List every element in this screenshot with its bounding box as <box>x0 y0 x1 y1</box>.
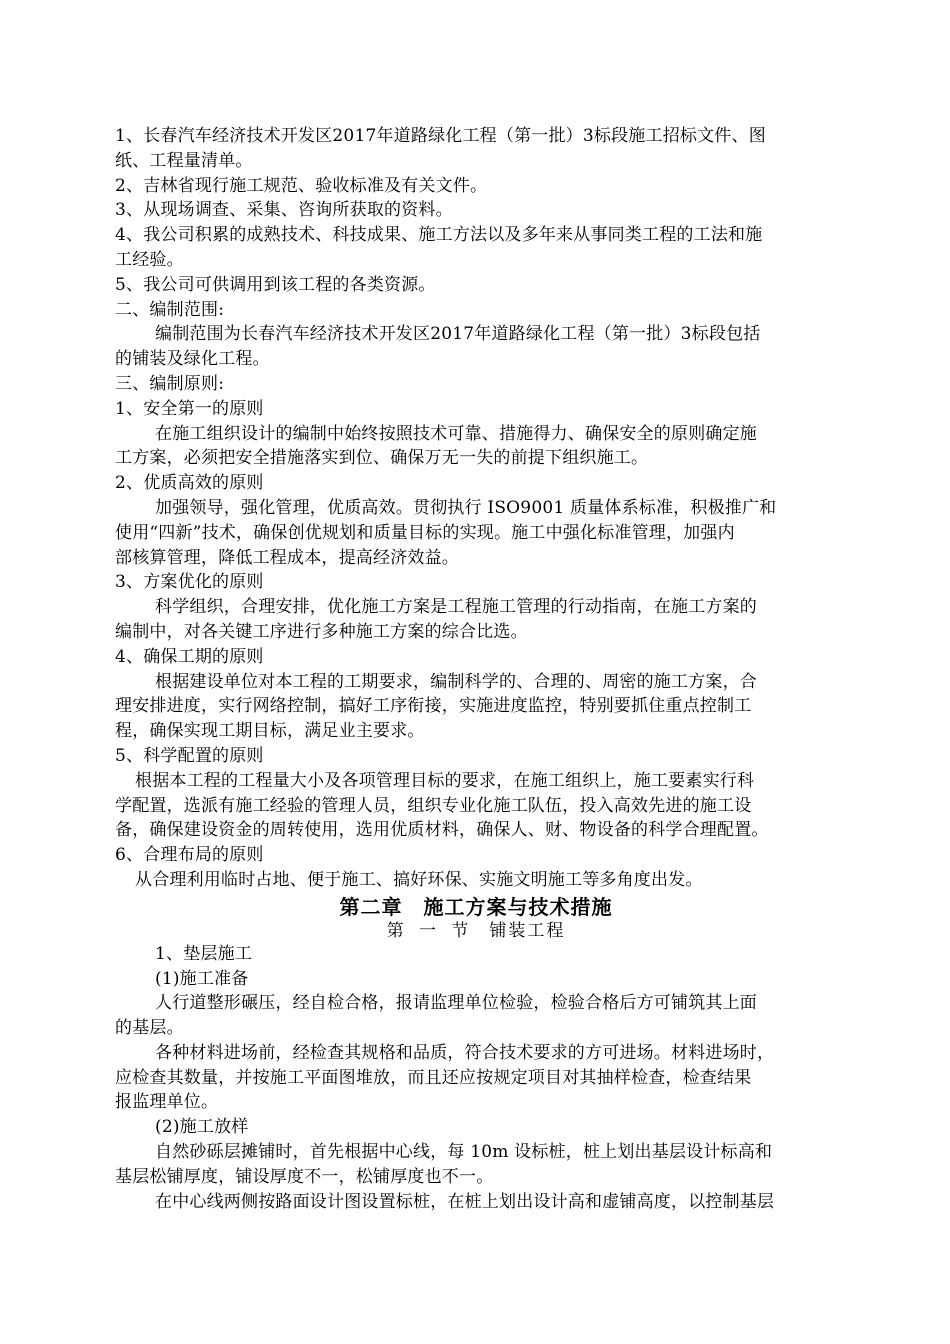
text-line: 使用“四新”技术，确保创优规划和质量目标的实现。施工中强化标准管理，加强内 <box>115 522 735 543</box>
text-line: 4、我公司积累的成熟技术、科技成果、施工方法以及多年来从事同类工程的工法和施 <box>115 225 763 246</box>
text-line: 在中心线两侧按路面设计图设置标桩，在桩上划出设计高和虚铺高度，以控制基层 <box>155 1191 775 1212</box>
text-line: (1)施工准备 <box>155 968 249 989</box>
text-line: 二、编制范围: <box>115 299 225 320</box>
text-line: 工方案，必须把安全措施落实到位、确保万无一失的前提下组织施工。 <box>115 448 649 469</box>
text-line: 3、方案优化的原则 <box>115 572 264 593</box>
text-line: 根据本工程的工程量大小及各项管理目标的要求，在施工组织上，施工要素实行科 <box>135 770 755 791</box>
text-line: 在施工组织设计的编制中始终按照技术可靠、措施得力、确保安全的原则确定施 <box>155 423 757 444</box>
text-line: 三、编制原则: <box>115 373 225 394</box>
text-line: 各种材料进场前，经检查其规格和品质，符合技术要求的方可进场。材料进场时， <box>155 1042 775 1063</box>
text-line: 工经验。 <box>115 249 184 270</box>
text-line: 3、从现场调查、采集、咨询所获取的资料。 <box>115 200 453 221</box>
text-line: 加强领导，强化管理，优质高效。贯彻执行 ISO9001 质量体系标准，积极推广和 <box>155 497 777 518</box>
text-line: 1、垫层施工 <box>155 943 253 964</box>
text-line: 1、长春汽车经济技术开发区2017年道路绿化工程（第一批）3标段施工招标文件、图 <box>115 126 766 146</box>
text-line: 科学组织，合理安排，优化施工方案是工程施工管理的行动指南，在施工方案的 <box>155 597 757 618</box>
section-title: 第 一 节 铺装工程 <box>386 920 566 941</box>
text-line: 从合理利用临时占地、便于施工、搞好环保、实施文明施工等多角度出发。 <box>135 869 703 890</box>
text-line: 根据建设单位对本工程的工期要求，编制科学的、合理的、周密的施工方案，合 <box>155 671 757 692</box>
text-line: 的基层。 <box>115 1018 184 1039</box>
text-line: 6、合理布局的原则 <box>115 845 264 866</box>
body-text-after <box>115 942 837 1215</box>
text-line: 程，确保实现工期目标，满足业主要求。 <box>115 721 425 742</box>
text-line: 部核算管理，降低工程成本，提高经济效益。 <box>115 547 459 568</box>
text-line: 应检查其数量，并按施工平面图堆放，而且还应按规定项目对其抽样检查，检查结果 <box>115 1067 752 1088</box>
text-line: 报监理单位。 <box>115 1092 219 1113</box>
text-line: 5、我公司可供调用到该工程的各类资源。 <box>115 274 436 295</box>
text-line: 纸、工程量清单。 <box>115 150 253 171</box>
text-line: 备，确保建设资金的周转使用，选用优质材料，确保人、财、物设备的科学合理配置。 <box>115 820 769 841</box>
text-line: 2、优质高效的原则 <box>115 473 264 494</box>
text-line: 编制中，对各关键工序进行多种施工方案的综合比选。 <box>115 621 528 642</box>
text-line: 基层松铺厚度，铺设厚度不一，松铺厚度也不一。 <box>115 1166 494 1187</box>
document-page <box>115 124 837 1214</box>
body-text-before <box>115 124 837 893</box>
text-line: 4、确保工期的原则 <box>115 646 264 667</box>
text-line: 5、科学配置的原则 <box>115 745 264 766</box>
text-line: 理安排进度，实行网络控制，搞好工序衔接，实施进度监控，特别要抓住重点控制工 <box>115 696 752 717</box>
chapter-title: 第二章 施工方案与技术措施 <box>339 894 613 919</box>
text-line: 学配置，选派有施工经验的管理人员，组织专业化施工队伍，投入高效先进的施工设 <box>115 795 752 816</box>
text-line: 1、安全第一的原则 <box>115 398 264 419</box>
text-line: (2)施工放样 <box>155 1117 249 1138</box>
text-line: 的铺装及绿化工程。 <box>115 349 270 370</box>
text-line: 编制范围为长春汽车经济技术开发区2017年道路绿化工程（第一批）3标段包括 <box>155 324 761 345</box>
text-line: 自然砂砾层摊铺时，首先根据中心线，每 10m 设标桩，桩上划出基层设计标高和 <box>155 1142 773 1163</box>
text-line: 人行道整形碾压，经自检合格，报请监理单位检验，检验合格后方可铺筑其上面 <box>155 993 757 1014</box>
text-line: 2、吉林省现行施工规范、验收标准及有关文件。 <box>115 175 488 196</box>
